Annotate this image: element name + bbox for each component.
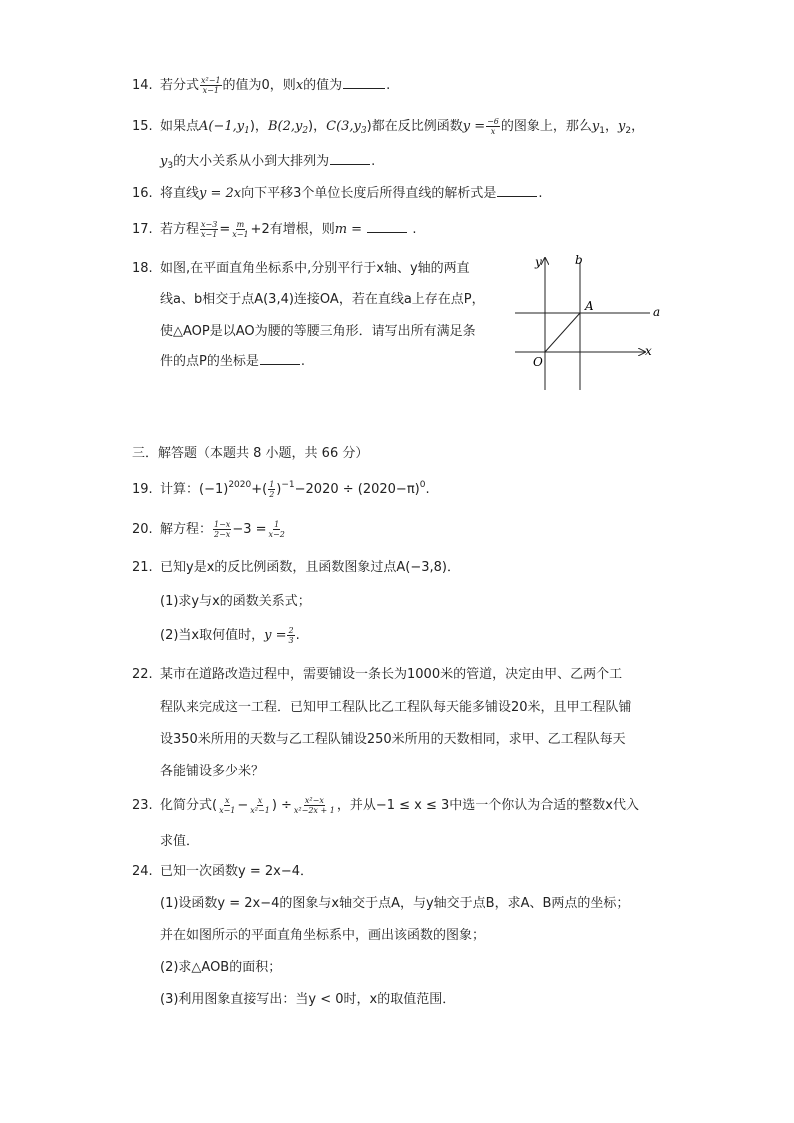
fraction: $\frac{1}{x-2}$ xyxy=(268,520,285,539)
fraction: $\frac{m}{x-1}$ xyxy=(232,220,249,239)
question-18-line-2: 线a、b相交于点A(3,4)连接OA，若在直线a上存在点P， xyxy=(160,292,485,307)
fraction: $\frac{x}{\text{x²−1}}$ xyxy=(250,796,270,815)
segment-oa xyxy=(545,313,580,352)
question-17: 17. 若方程 $\frac{x-3}{x-1}$ = $\frac{m}{x-1}$ +2有增根，则m = . xyxy=(132,220,417,239)
answer-blank xyxy=(367,219,407,233)
question-20: 20. 解方程： $\frac{1-x}{2-x}$ −3 = $\frac{1}{x-2}$ xyxy=(132,520,285,539)
question-number: 15. xyxy=(132,119,153,134)
question-number: 17. xyxy=(132,222,153,237)
question-number: 16. xyxy=(132,186,153,201)
question-14: 14. 若分式 $\frac{\text{x²−1}}{x-1}$ 的值为0，则x的值为 . xyxy=(132,76,391,95)
fraction: $\frac{x-3}{x-1}$ xyxy=(201,220,218,239)
question-24-part-1-cont: 并在如图所示的平面直角坐标系中，画出该函数的图象； xyxy=(160,928,486,943)
question-number: 19. xyxy=(132,482,153,497)
question-number: 23. xyxy=(132,798,153,813)
question-23: 23. 化简分式( $\frac{x}{x-1}$ − $\frac{x}{\text{x²−1}}$ ) ÷ $\frac{\text{x²−x}}{\text{x²−2x + 1}}$ ，并从−1 ≤ x ≤ 3中选一个你认为合适的整数x代入 xyxy=(132,796,639,815)
question-18-line-3: 使△AOP是以AO为腰的等腰三角形．请写出所有满足条 xyxy=(160,324,476,339)
label-y: y xyxy=(535,255,542,269)
question-23-line-2: 求值． xyxy=(160,834,200,849)
question-18-line-4: 件的点P的坐标是 . xyxy=(160,350,305,369)
question-number: 14. xyxy=(132,78,153,93)
question-number: 21. xyxy=(132,560,153,575)
question-number: 20. xyxy=(132,522,153,537)
question-16: 16. 将直线y = 2x向下平移3个单位长度后所得直线的解析式是 . xyxy=(132,182,543,201)
fraction: $\frac{1-x}{2-x}$ xyxy=(214,520,231,539)
fraction: $\frac{\text{x²−1}}{x-1}$ xyxy=(201,76,221,95)
fraction: $\frac{1}{2}$ xyxy=(269,480,275,499)
question-number: 18. xyxy=(132,261,153,276)
label-a: a xyxy=(653,305,661,319)
label-O: O xyxy=(533,355,543,369)
question-24-part-3: (3)利用图象直接写出：当y < 0时，x的取值范围． xyxy=(160,992,456,1007)
question-19: 19. 计算：$(-1)^{2020}+$( $\frac{1}{2}$ )$^{-1}-2020 \div (2020-\pi)^0$. xyxy=(132,480,430,499)
fraction: $\frac{x}{x-1}$ xyxy=(219,796,236,815)
question-22-line-2: 程队来完成这一工程．已知甲工程队比乙工程队每天能多铺设20米，且甲工程队铺 xyxy=(160,700,632,715)
section-heading: 三．解答题（本题共 8 小题，共 66 分） xyxy=(132,446,369,461)
question-21: 21. 已知y是x的反比例函数，且函数图象过点A(−3,8)． xyxy=(132,560,460,575)
answer-blank xyxy=(330,151,370,165)
question-21-part-2: (2)当x取何值时，y = $\frac{2}{3}$ . xyxy=(160,626,300,645)
question-21-part-1: (1)求y与x的函数关系式； xyxy=(160,594,311,609)
label-A: A xyxy=(585,299,594,313)
label-b: b xyxy=(575,253,583,267)
question-15-line-2: $y_3$的大小关系从小到大排列为 . xyxy=(160,150,375,171)
question-22-line-3: 设350米所用的天数与乙工程队铺设250米所用的天数相同，求甲、乙工程队每天 xyxy=(160,732,626,747)
question-15: 15. 如果点$A(-1,y_1)$，$B(2,y_2)$，$C(3,y_3)$都在反比例函数y = $\frac{-6}{x}$ 的图象上，那么$y_1$，$y_2$， xyxy=(132,117,645,136)
label-x: x xyxy=(645,344,652,358)
coordinate-figure xyxy=(505,250,675,395)
fraction: $\frac{\text{x²−x}}{\text{x²−2x + 1}}$ xyxy=(293,796,335,815)
question-24-part-1: (1)设函数y = 2x−4的图象与x轴交于点A，与y轴交于点B，求A、B两点的坐标； xyxy=(160,896,630,911)
question-number: 22. xyxy=(132,667,153,682)
answer-blank xyxy=(260,351,300,365)
question-24-part-2: (2)求△AOB的面积； xyxy=(160,960,282,975)
question-number: 24. xyxy=(132,864,153,879)
answer-blank xyxy=(497,183,537,197)
question-22-line-4: 各能铺设多少米？ xyxy=(160,764,265,779)
question-24: 24. 已知一次函数y = 2x−4． xyxy=(132,864,313,879)
fraction: $\frac{2}{3}$ xyxy=(288,626,294,645)
fraction: $\frac{-6}{x}$ xyxy=(487,117,499,136)
question-22: 22. 某市在道路改造过程中，需要铺设一条长为1000米的管道，决定由甲、乙两个工 xyxy=(132,667,623,682)
question-18: 18. 如图,在平面直角坐标系中,分别平行于x轴、y轴的两直 xyxy=(132,261,470,276)
answer-blank xyxy=(343,75,385,89)
